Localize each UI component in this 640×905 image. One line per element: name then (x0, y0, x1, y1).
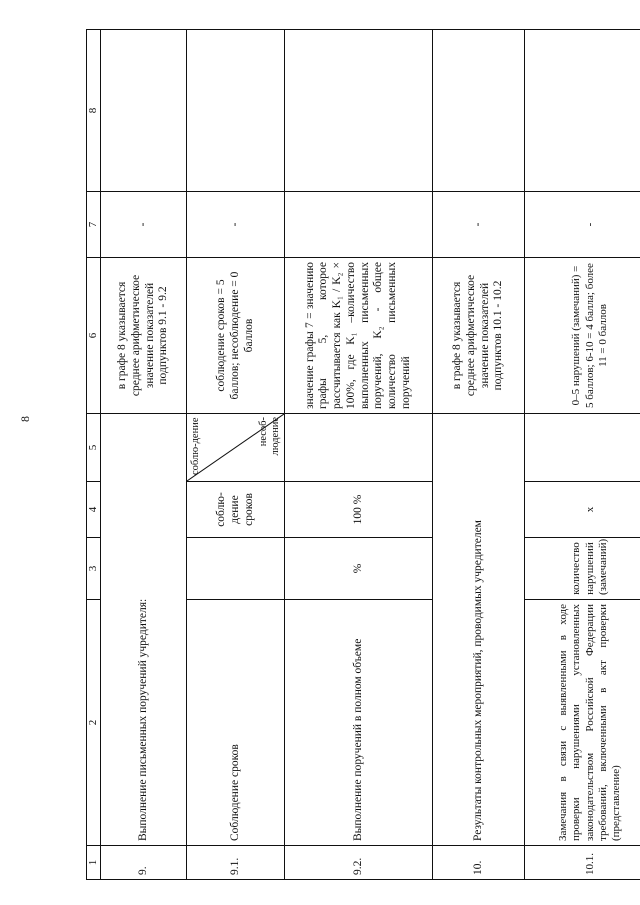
col-header-7: 7 (87, 192, 101, 258)
method-note: 0–5 нарушений (замечаний) = 5 баллов; 6-10 = 4 балла; более 11 = 0 баллов (525, 258, 640, 414)
indicator-name: Выполнение письменных поручений учредителя: (101, 414, 187, 846)
rotated-table-container (86, 30, 640, 880)
row-number: 9.1. (187, 846, 285, 880)
col7-value: - (525, 192, 640, 258)
actual-value (525, 414, 640, 482)
unit-cell: % (285, 538, 433, 600)
diagonal-cell (187, 414, 285, 482)
indicator-name: Результаты контрольных мероприятий, проводимых учредителем (433, 414, 525, 846)
page-number: 8 (18, 416, 32, 422)
col-header-5: 5 (87, 414, 101, 482)
col7-value: - (101, 192, 187, 258)
method-note: в графе 8 указывается среднее арифметическое значение показателей подпунктов 9.1 - 9.2 (101, 258, 187, 414)
indicator-name: Соблюдение сроков (187, 600, 285, 846)
col-header-4: 4 (87, 482, 101, 538)
row-number: 9.2. (285, 846, 433, 880)
row-number: 10. (433, 846, 525, 880)
unit-cell: количество нарушений (замечаний) (525, 538, 640, 600)
actual-value (285, 414, 433, 482)
col8-value (525, 30, 640, 192)
method-note: в графе 8 указывается среднее арифметическое значение показателей подпунктов 10.1 - 10.2 (433, 258, 525, 414)
indicator-name: Замечания в связи с выявленными в ходе проверки нарушениями установленных законодательством Российской Федерации требований, включенными в акт проверки (представление) (525, 600, 640, 846)
row-number: 10.1. (525, 846, 640, 880)
method-note: соблюдение сроков = 5 баллов; несоблюдение = 0 баллов (187, 258, 285, 414)
table-row (285, 30, 433, 880)
table-row (525, 30, 640, 880)
table-row (433, 30, 525, 880)
row-number: 9. (101, 846, 187, 880)
indicators-table (86, 29, 640, 880)
col8-value (433, 30, 525, 192)
col-header-8: 8 (87, 30, 101, 192)
col8-value (101, 30, 187, 192)
col7-value: - (187, 192, 285, 258)
table-row (187, 30, 285, 880)
target-value: соблю-дение сроков (187, 482, 285, 538)
col-header-3: 3 (87, 538, 101, 600)
col-header-2: 2 (87, 600, 101, 846)
col7-value (285, 192, 433, 258)
indicator-name: Выполнение поручений в полном объеме (285, 600, 433, 846)
col8-value (285, 30, 433, 192)
col-header-6: 6 (87, 258, 101, 414)
target-value: x (525, 482, 640, 538)
col8-value (187, 30, 285, 192)
header-row (87, 30, 101, 880)
target-value: 100 % (285, 482, 433, 538)
unit-cell (187, 538, 285, 600)
table-row (101, 30, 187, 880)
diag-bottom-label: несоб-людение (258, 417, 281, 456)
method-note: значение графы 7 = значению графы 5, которое рассчитывается как K₁ / K₂ × 100%, где K₁ –количество выполненных письменных поручений, K₂ - общее количество письменных поручений (285, 258, 433, 414)
diag-top-label: соблю-дение (190, 417, 202, 475)
col-header-1: 1 (87, 846, 101, 880)
col7-value: - (433, 192, 525, 258)
